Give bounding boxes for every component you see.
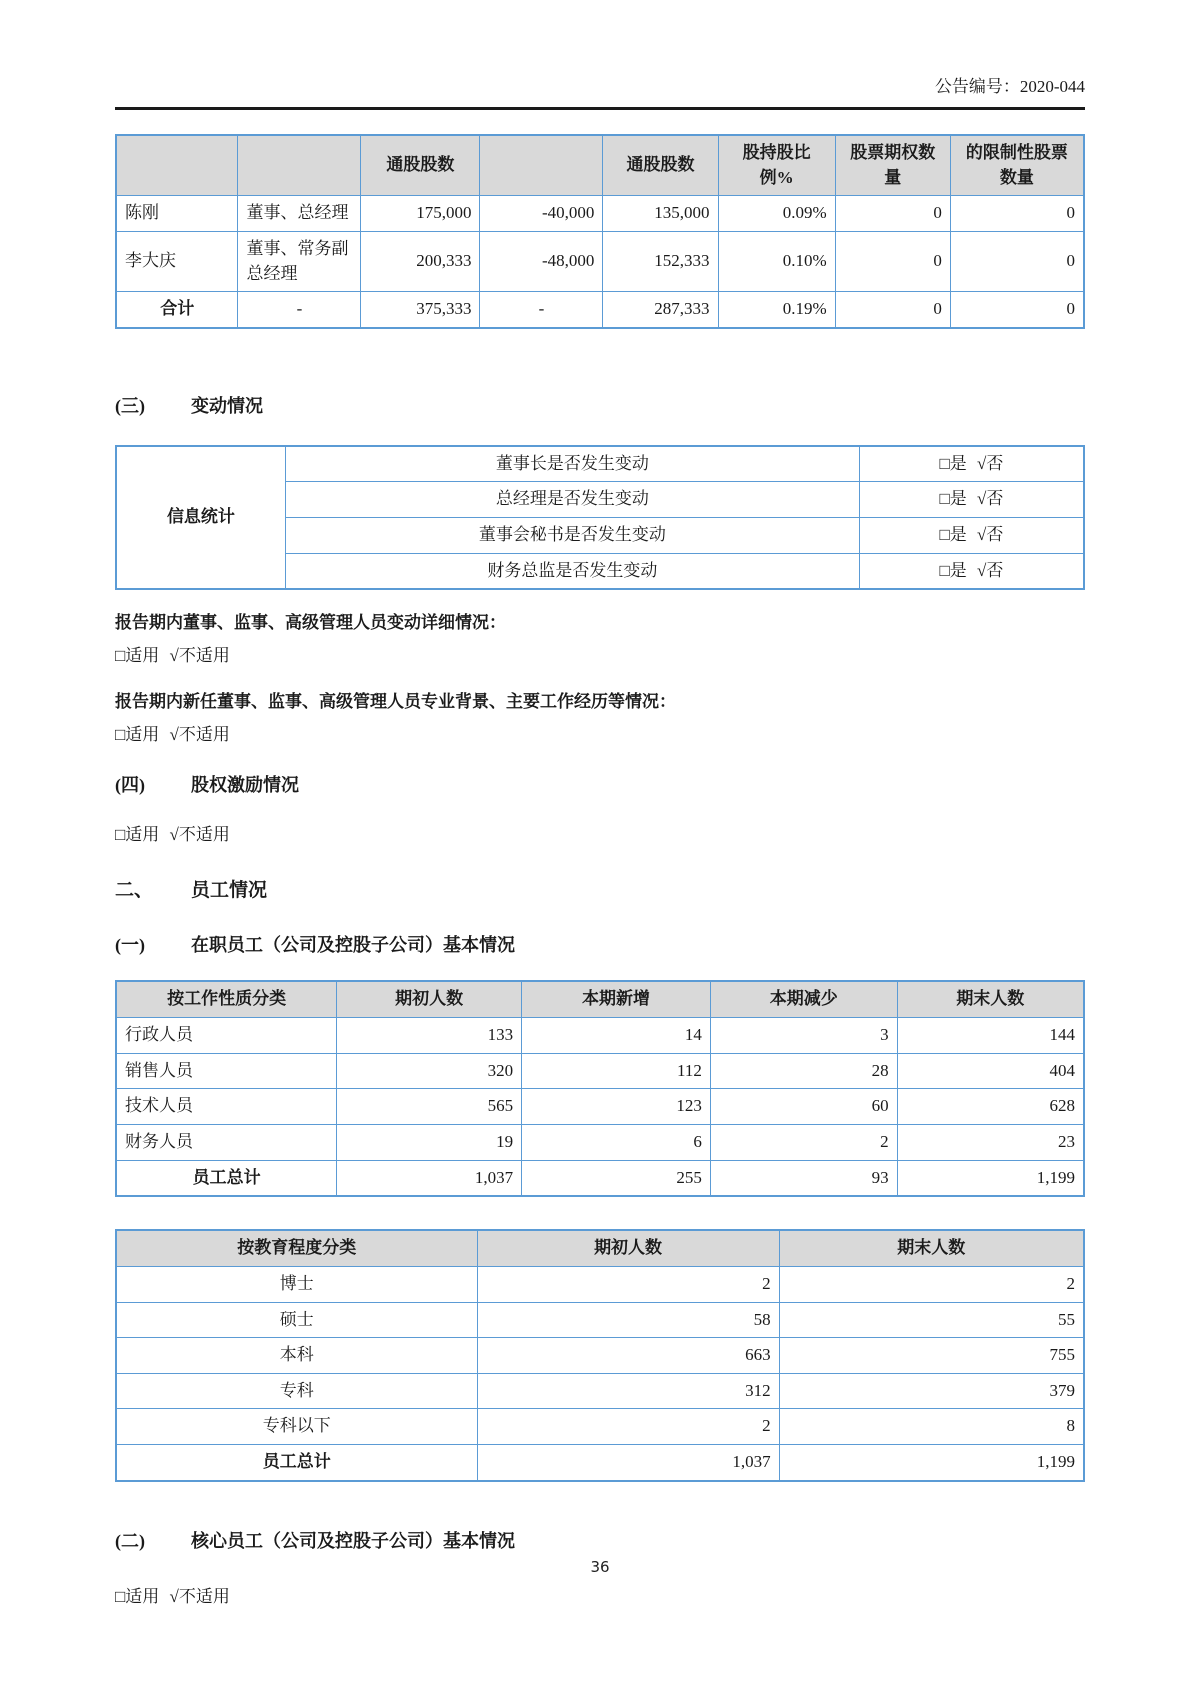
table-cell: 0 [950,231,1084,291]
section-heading-active-employees [115,932,1085,958]
table-row [116,1124,1084,1160]
table-cell: 93 [710,1160,897,1196]
info-stat-table [115,445,1085,591]
table-cell: 135,000 [603,196,718,232]
table-row [116,196,1084,232]
table-row [116,1266,1084,1302]
table-row [116,1373,1084,1409]
section-heading-core-employees [115,1528,1085,1554]
table-cell: 0.09% [718,196,835,232]
column-header: 期末人数 [897,981,1084,1017]
table-cell: 663 [477,1338,779,1374]
shareholding-table [115,134,1085,329]
applicability-line: □适用 √不适用 [115,725,230,745]
info-answer: □是 √否 [859,446,1084,482]
table-cell: 0 [835,292,950,328]
table-cell: 2 [477,1266,779,1302]
table-row [116,231,1084,291]
section-heading-incentive [115,772,1085,798]
section-title: 变动情况 [191,395,263,416]
table-cell: 112 [522,1053,711,1089]
table-cell: 8 [779,1409,1084,1445]
column-header: 期初人数 [477,1230,779,1266]
column-header: 股持股比例% [718,135,835,196]
table-cell: 19 [337,1124,522,1160]
table-cell: 14 [522,1018,711,1054]
table-cell: 陈刚 [116,196,238,232]
section-heading-change [115,393,1085,419]
table-cell: 0 [835,231,950,291]
section-number: (三) [115,395,145,416]
table-cell: 财务人员 [116,1124,337,1160]
table-cell: 628 [897,1089,1084,1125]
section-title: 股权激励情况 [191,775,299,796]
table-cell: 本科 [116,1338,477,1374]
column-header: 的限制性股票数量 [950,135,1084,196]
info-answer: □是 √否 [859,518,1084,554]
section-number: (四) [115,775,145,796]
header-row [116,1230,1084,1266]
table-row [116,1018,1084,1054]
table-cell: 379 [779,1373,1084,1409]
column-header [116,135,238,196]
table-row [116,1338,1084,1374]
column-header [238,135,361,196]
table-cell: -40,000 [480,196,603,232]
employee-by-education-table [115,1229,1085,1481]
table-cell: 董事、总经理 [238,196,361,232]
table-cell: 375,333 [361,292,480,328]
table-cell: - [480,292,603,328]
column-header: 期末人数 [779,1230,1084,1266]
section-title: 员工情况 [191,880,268,902]
total-row [116,1160,1084,1196]
table-cell: 565 [337,1089,522,1125]
table-cell: 28 [710,1053,897,1089]
table-cell: -48,000 [480,231,603,291]
column-header: 期初人数 [337,981,522,1017]
table-cell: 175,000 [361,196,480,232]
table-cell: 2 [710,1124,897,1160]
section-number: 二、 [115,880,154,902]
table-cell: 23 [897,1124,1084,1160]
table-cell: 0 [835,196,950,232]
table-cell: 0.19% [718,292,835,328]
column-header [480,135,603,196]
info-answer: □是 √否 [859,482,1084,518]
table-cell: - [238,292,361,328]
table-row [116,446,1084,482]
column-header: 按工作性质分类 [116,981,337,1017]
total-row [116,1445,1084,1481]
section-number: (一) [115,935,145,956]
table-cell: 李大庆 [116,231,238,291]
info-answer: □是 √否 [859,553,1084,589]
column-header: 股票期权数量 [835,135,950,196]
column-header: 按教育程度分类 [116,1230,477,1266]
page-footer [0,1558,1200,1576]
table-cell: 3 [710,1018,897,1054]
section-title: 在职员工（公司及控股子公司）基本情况 [191,935,515,956]
employee-by-work-table [115,980,1085,1197]
table-cell: 123 [522,1089,711,1125]
section-number: (二) [115,1530,145,1551]
table-cell: 404 [897,1053,1084,1089]
table-cell: 133 [337,1018,522,1054]
table-cell: 255 [522,1160,711,1196]
table-cell: 60 [710,1089,897,1125]
table-cell: 0 [950,196,1084,232]
column-header: 本期减少 [710,981,897,1017]
doc-header [115,76,1085,98]
table-cell: 硕士 [116,1302,477,1338]
table-cell: 312 [477,1373,779,1409]
table-cell: 0 [950,292,1084,328]
table-cell: 董事、常务副总经理 [238,231,361,291]
table-cell: 博士 [116,1266,477,1302]
table-cell: 员工总计 [116,1445,477,1481]
table-cell: 2 [779,1266,1084,1302]
header-rule [115,107,1085,110]
table-row [116,1409,1084,1445]
table-cell: 1,199 [897,1160,1084,1196]
table-cell: 专科以下 [116,1409,477,1445]
column-header: 本期新增 [522,981,711,1017]
table-cell: 2 [477,1409,779,1445]
table-cell: 320 [337,1053,522,1089]
table-row [116,1089,1084,1125]
table-cell: 1,037 [337,1160,522,1196]
info-question: 董事会秘书是否发生变动 [285,518,859,554]
table-cell: 1,199 [779,1445,1084,1481]
change-detail-title: 报告期内董事、监事、高级管理人员变动详细情况： [115,613,506,633]
applicability-line: □适用 √不适用 [115,825,230,845]
total-row [116,292,1084,328]
section-title: 核心员工（公司及控股子公司）基本情况 [191,1530,515,1551]
table-cell: 6 [522,1124,711,1160]
info-stat-row-header: 信息统计 [116,446,285,590]
table-cell: 0.10% [718,231,835,291]
table-cell: 员工总计 [116,1160,337,1196]
table-cell: 287,333 [603,292,718,328]
info-question: 总经理是否发生变动 [285,482,859,518]
table-cell: 1,037 [477,1445,779,1481]
table-cell: 技术人员 [116,1089,337,1125]
table-cell: 58 [477,1302,779,1338]
announcement-number: 公告编号：2020-044 [934,77,1085,96]
section-heading-employees [115,878,1085,904]
applicability-line: □适用 √不适用 [115,1586,230,1606]
column-header: 通股股数 [603,135,718,196]
table-cell: 152,333 [603,231,718,291]
table-cell: 755 [779,1338,1084,1374]
table-cell: 144 [897,1018,1084,1054]
new-appointment-title: 报告期内新任董事、监事、高级管理人员专业背景、主要工作经历等情况： [115,692,676,712]
table-cell: 55 [779,1302,1084,1338]
header-row [116,981,1084,1017]
table-cell: 行政人员 [116,1018,337,1054]
table-cell: 合计 [116,292,238,328]
page-number: 36 [590,1558,610,1576]
table-cell: 销售人员 [116,1053,337,1089]
info-question: 董事长是否发生变动 [285,446,859,482]
applicability-line: □适用 √不适用 [115,646,230,666]
column-header: 通股股数 [361,135,480,196]
table-cell: 200,333 [361,231,480,291]
table-row [116,1302,1084,1338]
info-question: 财务总监是否发生变动 [285,553,859,589]
table-row [116,1053,1084,1089]
header-row [116,135,1084,196]
table-cell: 专科 [116,1373,477,1409]
